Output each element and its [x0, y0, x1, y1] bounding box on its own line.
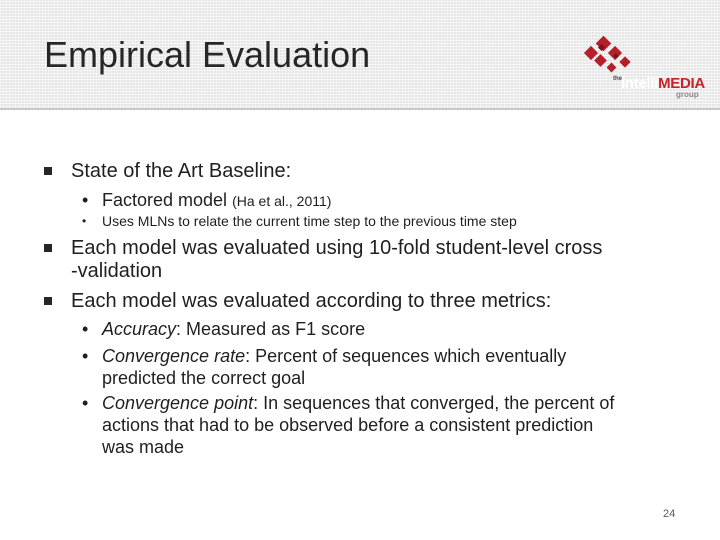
- bullet-baseline-text: State of the Art Baseline:: [71, 160, 292, 182]
- cross-validation-line2: -validation: [71, 260, 163, 282]
- sub-bullet-mlns-text: Uses MLNs to relate the current time step to the previous time step: [102, 213, 517, 229]
- convergence-rate-content: [102, 346, 566, 367]
- factored-model-citation: (Ha et al., 2011): [232, 193, 332, 209]
- logo-word-accent: MEDIA: [658, 75, 705, 92]
- sub-bullet-factored-model-content: [102, 190, 331, 211]
- convergence-point-desc-1: : In sequences that converged, the percent of: [253, 393, 615, 413]
- bullet-metrics-text: Each model was evaluated according to three metrics:: [71, 290, 552, 312]
- round-bullet-icon: •: [82, 319, 89, 339]
- convergence-point-desc-3: was made: [102, 437, 185, 457]
- accuracy-desc: : Measured as F1 score: [176, 319, 366, 339]
- square-bullet-icon: [44, 297, 52, 305]
- square-bullet-icon: [44, 167, 52, 175]
- logo-prefix: the: [613, 76, 622, 82]
- convergence-rate-desc-2: predicted the correct goal: [102, 368, 306, 388]
- round-bullet-icon: •: [82, 190, 89, 210]
- factored-model-text: Factored model: [102, 190, 228, 210]
- logo-suffix: group: [676, 90, 699, 99]
- round-bullet-icon: •: [82, 393, 89, 413]
- convergence-rate-desc-1: : Percent of sequences which eventually: [245, 346, 567, 366]
- cross-validation-line1: Each model was evaluated using 10-fold student-level cross: [71, 237, 603, 259]
- page-number: 24: [663, 508, 676, 520]
- slide-title: Empirical Evaluation: [44, 34, 371, 75]
- convergence-point-desc-2: actions that had to be observed before a consistent prediction: [102, 415, 594, 435]
- convergence-rate-term: Convergence rate: [102, 346, 246, 366]
- round-bullet-icon: •: [82, 214, 87, 228]
- square-bullet-icon: [44, 244, 52, 252]
- convergence-point-term: Convergence point: [102, 393, 254, 413]
- logo-word-main: intelli: [621, 75, 659, 92]
- accuracy-content: [102, 319, 365, 340]
- convergence-point-content: [102, 393, 614, 414]
- round-bullet-icon: •: [82, 346, 89, 366]
- accuracy-term: Accuracy: [102, 319, 177, 339]
